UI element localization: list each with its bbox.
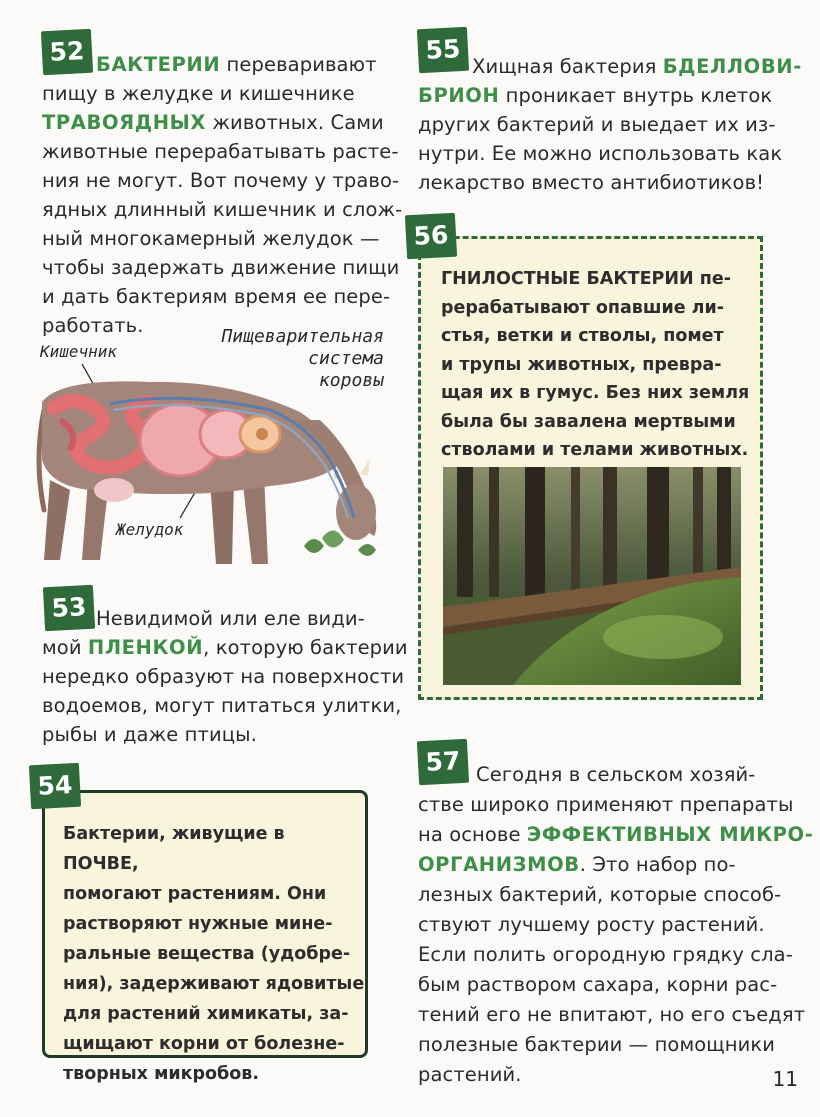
intestine-label: Кишечник <box>40 342 118 361</box>
section-54-badge: 54 <box>29 763 81 810</box>
section-55-badge: 55 <box>417 27 469 74</box>
section-56-text: ГНИЛОСТНЫЕ БАКТЕРИИ пе- рерабатывают опавшие ли- стья, ветки и стволы, помет и трупы животных, превра- щая их в гумус. Без них земля была бы завалена мертвыми стволами и телами животных. <box>441 269 750 460</box>
section-53-text: Невидимой или еле види- мой ПЛЕНКОЙ, которую бактерии нередко образуют на поверхности водоемов, могут питаться улитки, рыбы и даже птицы. <box>42 607 408 746</box>
section-54-box <box>42 790 368 1084</box>
section-52-badge: 52 <box>41 29 93 76</box>
section-57-text: Сегодня в сельском хозяй- стве широко применяют препараты на основе ЭФФЕКТИВНЫХ МИКРО- ОРГАНИЗМОВ. Это набор по- лезных бактерий, которые способ- ствуют лучшему росту растений. Если полить огородную грядку сла- бым раствором сахара, корни рас- тений его не впитают, но его съедят полезные бактерии — помощники растений. <box>418 763 814 1086</box>
section-56-badge: 56 <box>405 213 457 260</box>
section-52-text: БАКТЕРИИ переваривают пищу в желудке и кишечнике ТРАВОЯДНЫХ животных. Сами животные перерабатывать расте- ния не могут. Вот почему у траво- ядных длинный кишечник и слож- ный многокамерный желудок — чтобы задержать движение пищи и дать бактериям время ее пере- работать. <box>42 53 403 337</box>
cow-digestive-illustration <box>30 350 390 580</box>
stomach-label: Желудок <box>116 520 184 539</box>
page-number: 11 <box>772 1067 798 1091</box>
section-54-text: Бактерии, живущие в ПОЧВЕ, помогают растениям. Они растворяют нужные мине- ральные вещества (удобре- ния), задерживают ядовитые для растений химикаты, за- щищают корни от болезне- творных микробов. <box>63 824 365 1084</box>
forest-photo <box>443 467 741 685</box>
section-57-badge: 57 <box>417 739 469 786</box>
illustration-title: Пищеварительная система коровы <box>221 326 384 391</box>
section-56-box <box>418 236 763 700</box>
section-55-text: Хищная бактерия БДЕЛЛОВИ- БРИОН проникает внутрь клеток других бактерий и выедает их из- нутри. Ее можно использовать как лекарство вместо антибиотиков! <box>418 55 802 194</box>
section-53-badge: 53 <box>43 585 95 632</box>
